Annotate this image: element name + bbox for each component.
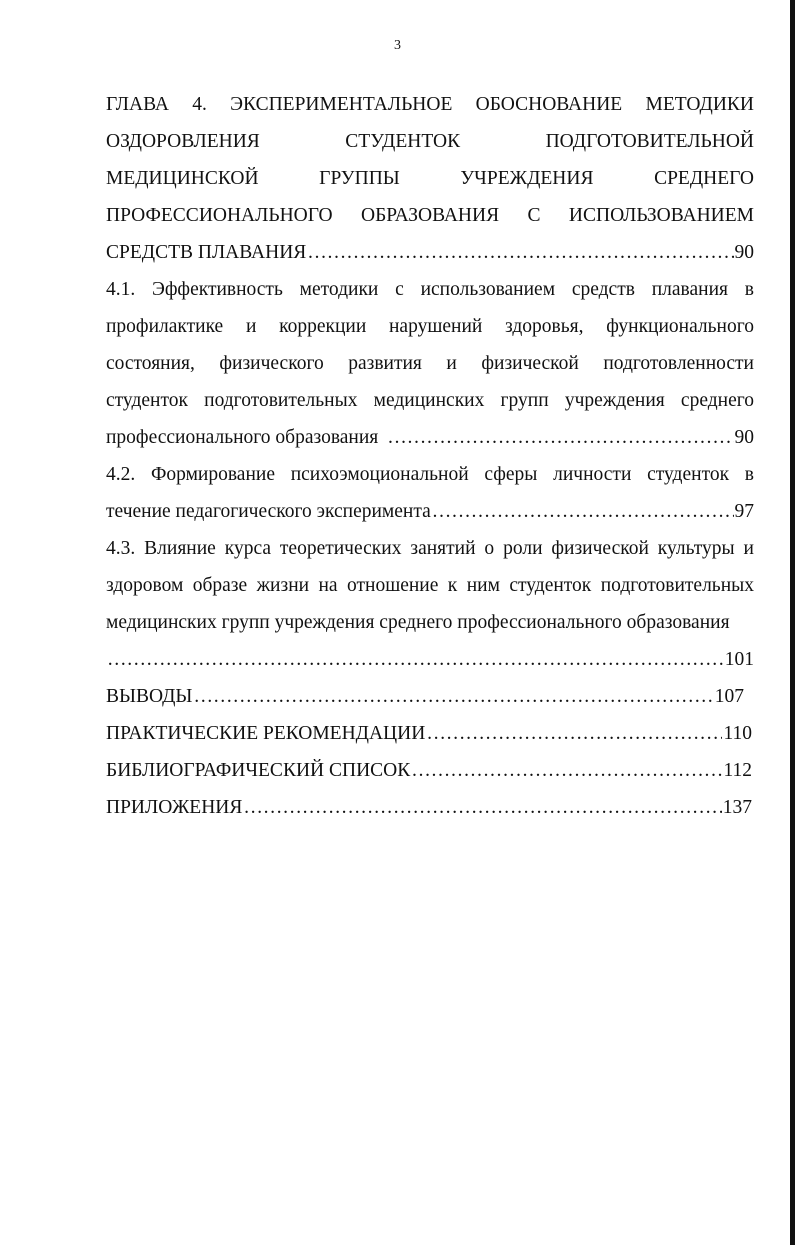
dot-leader <box>107 641 724 678</box>
toc-page-number: 90 <box>734 242 754 263</box>
toc-entry-conclusions[interactable] <box>106 678 744 715</box>
toc-line: медицинских групп учреждения среднего профессионального образования <box>106 612 730 633</box>
toc-entry-section-4-1[interactable] <box>106 271 754 456</box>
dot-leader <box>411 752 722 789</box>
dot-leader <box>307 234 733 271</box>
toc-entry-bibliography[interactable] <box>106 752 752 789</box>
dot-leader <box>426 715 722 752</box>
toc-line: 4.3. Влияние курса теоретических занятий о роли физической культуры и <box>106 538 754 559</box>
toc-line: студенток подготовительных медицинских групп учреждения среднего <box>106 390 754 411</box>
toc-entry-chapter-4[interactable] <box>106 86 754 271</box>
toc-line: ГЛАВА 4. ЭКСПЕРИМЕНТАЛЬНОЕ ОБОСНОВАНИЕ МЕТОДИКИ <box>106 94 754 115</box>
toc-last-line <box>106 641 754 678</box>
toc-line: 4.1. Эффективность методики с использованием средств плавания в <box>106 279 754 300</box>
table-of-contents <box>106 86 754 826</box>
toc-line-text: профессионального образования <box>106 427 379 448</box>
toc-line: профилактике и коррекции нарушений здоровья, функционального <box>106 316 754 337</box>
toc-entry-section-4-3[interactable] <box>106 530 754 678</box>
toc-line: МЕДИЦИНСКОЙ ГРУППЫ УЧРЕЖДЕНИЯ СРЕДНЕГО <box>106 168 754 189</box>
toc-page-number: 137 <box>722 797 752 818</box>
toc-line: здоровом образе жизни на отношение к ним студенток подготовительных <box>106 575 754 596</box>
dot-leader <box>193 678 713 715</box>
toc-line: 4.2. Формирование психоэмоциональной сферы личности студенток в <box>106 464 754 485</box>
toc-page-number: 90 <box>734 427 754 448</box>
toc-entry-title: БИБЛИОГРАФИЧЕСКИЙ СПИСОК <box>106 760 411 781</box>
toc-page-number: 112 <box>723 760 752 781</box>
toc-last-line <box>106 493 754 530</box>
toc-page-number: 97 <box>734 501 754 522</box>
toc-entry-section-4-2[interactable] <box>106 456 754 530</box>
scan-edge-border <box>790 0 795 1245</box>
toc-last-line <box>106 234 754 271</box>
toc-line-text: течение педагогического эксперимента <box>106 501 431 522</box>
toc-line: ПРОФЕССИОНАЛЬНОГО ОБРАЗОВАНИЯ С ИСПОЛЬЗОВАНИЕМ <box>106 205 754 226</box>
toc-entry-title: ПРАКТИЧЕСКИЕ РЕКОМЕНДАЦИИ <box>106 723 426 744</box>
dot-leader <box>432 493 734 530</box>
page-number: 3 <box>394 38 401 53</box>
toc-page-number: 107 <box>714 686 744 707</box>
toc-line-text: СРЕДСТВ ПЛАВАНИЯ <box>106 242 307 263</box>
toc-last-line <box>106 419 754 456</box>
dot-leader <box>243 789 721 826</box>
toc-entry-appendices[interactable] <box>106 789 752 826</box>
toc-line: ОЗДОРОВЛЕНИЯ СТУДЕНТОК ПОДГОТОВИТЕЛЬНОЙ <box>106 131 754 152</box>
dot-leader <box>387 419 733 456</box>
toc-page-number: 110 <box>723 723 752 744</box>
toc-entry-recommendations[interactable] <box>106 715 752 752</box>
toc-line: состояния, физического развития и физической подготовленности <box>106 353 754 374</box>
toc-page-number: 101 <box>724 649 754 670</box>
toc-entry-title: ПРИЛОЖЕНИЯ <box>106 797 243 818</box>
toc-entry-title: ВЫВОДЫ <box>106 686 193 707</box>
